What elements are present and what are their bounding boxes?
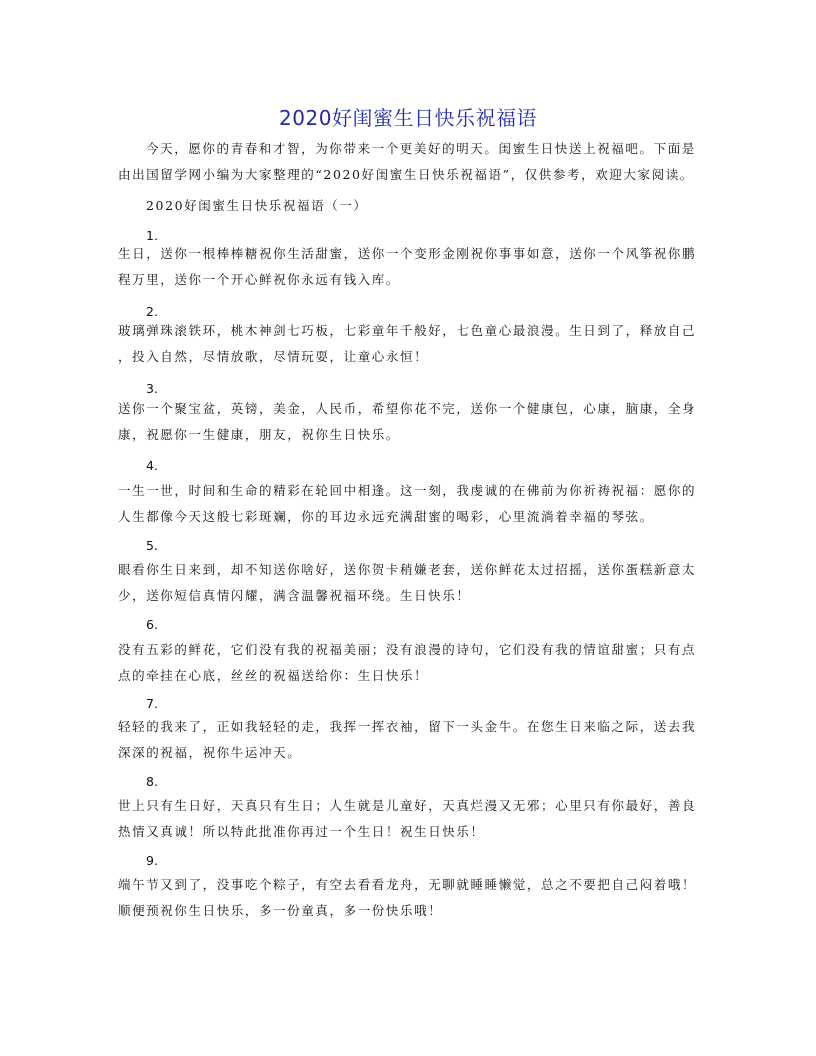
item-number: 3. xyxy=(146,381,158,396)
intro-paragraph-line-2: 由出国留学网小编为大家整理的“2020好闺蜜生日快乐祝福语”，仅供参考，欢迎大家阅读。 xyxy=(118,167,694,182)
intro-paragraph-line-1: 今天，愿你的青春和才智，为你带来一个更美好的明天。闺蜜生日快送上祝福吧。下面是 xyxy=(146,141,696,156)
item-text-line-2: 少，送你短信真情闪耀，满含温馨祝福环绕。生日快乐！ xyxy=(118,588,471,603)
item-number: 6. xyxy=(146,617,158,632)
item-text-line-2: 顺便预祝你生日快乐，多一份童真，多一份快乐哦！ xyxy=(118,903,443,918)
item-text-line-2: 康，祝愿你一生健康，朋友，祝你生日快乐。 xyxy=(118,427,401,442)
item-text-line-1: 生日，送你一根棒棒糖祝你生活甜蜜，送你一个变形金刚祝你事事如意，送你一个风筝祝你鹏 xyxy=(118,246,697,261)
item-text-line-1: 没有五彩的鲜花，它们没有我的祝福美丽；没有浪漫的诗句，它们没有我的情谊甜蜜；只有点 xyxy=(118,642,697,657)
item-text-line-2: 人生都像今天这般七彩斑斓，你的耳边永远充满甜蜜的喝彩，心里流淌着幸福的琴弦。 xyxy=(118,509,654,524)
item-text-line-1: 送你一个聚宝盆，英镑，美金，人民币，希望你花不完，送你一个健康包，心康，脑康，全身 xyxy=(118,401,697,416)
item-text-line-1: 世上只有生日好，天真只有生日；人生就是儿童好，天真烂漫又无邪；心里只有你最好，善良 xyxy=(118,798,697,813)
item-text-line-2: 点的牵挂在心底，丝丝的祝福送给你：生日快乐！ xyxy=(118,668,429,683)
item-text-line-2: ，投入自然，尽情放歌，尽情玩耍，让童心永恒！ xyxy=(118,349,429,364)
item-text-line-1: 一生一世，时间和生命的精彩在轮回中相逢。这一刻，我虔诚的在佛前为你祈祷祝福：愿你的 xyxy=(118,483,697,498)
item-number: 2. xyxy=(146,304,158,319)
item-number: 5. xyxy=(146,538,158,553)
document-title: 2020好闺蜜生日快乐祝福语 xyxy=(279,106,537,130)
section-heading: 2020好闺蜜生日快乐祝福语（一） xyxy=(146,198,368,213)
item-number: 4. xyxy=(146,458,158,473)
item-text-line-1: 轻轻的我来了，正如我轻轻的走，我挥一挥衣袖，留下一头金牛。在您生日来临之际，送去我 xyxy=(118,719,697,734)
item-text-line-2: 深深的祝福，祝你牛运冲天。 xyxy=(118,745,302,760)
item-text-line-1: 端午节又到了，没事吃个粽子，有空去看看龙舟，无聊就睡睡懒觉，总之不要把自己闷着哦！ xyxy=(118,877,697,892)
item-number: 8. xyxy=(146,774,158,789)
item-number: 9. xyxy=(146,853,158,868)
item-text-line-2: 程万里，送你一个开心鲜祝你永远有钱入库。 xyxy=(118,272,401,287)
item-text-line-2: 热情又真诚！所以特此批准你再过一个生日！祝生日快乐！ xyxy=(118,824,485,839)
item-number: 7. xyxy=(146,696,158,711)
item-text-line-1: 眼看你生日来到，却不知送你啥好，送你贺卡稍嫌老套，送你鲜花太过招摇，送你蛋糕新意太 xyxy=(118,562,697,577)
item-text-line-1: 玻璃弹珠滚铁环，桃木神剑七巧板，七彩童年千般好，七色童心最浪漫。生日到了，释放自己 xyxy=(118,323,697,338)
item-number: 1. xyxy=(146,228,158,243)
